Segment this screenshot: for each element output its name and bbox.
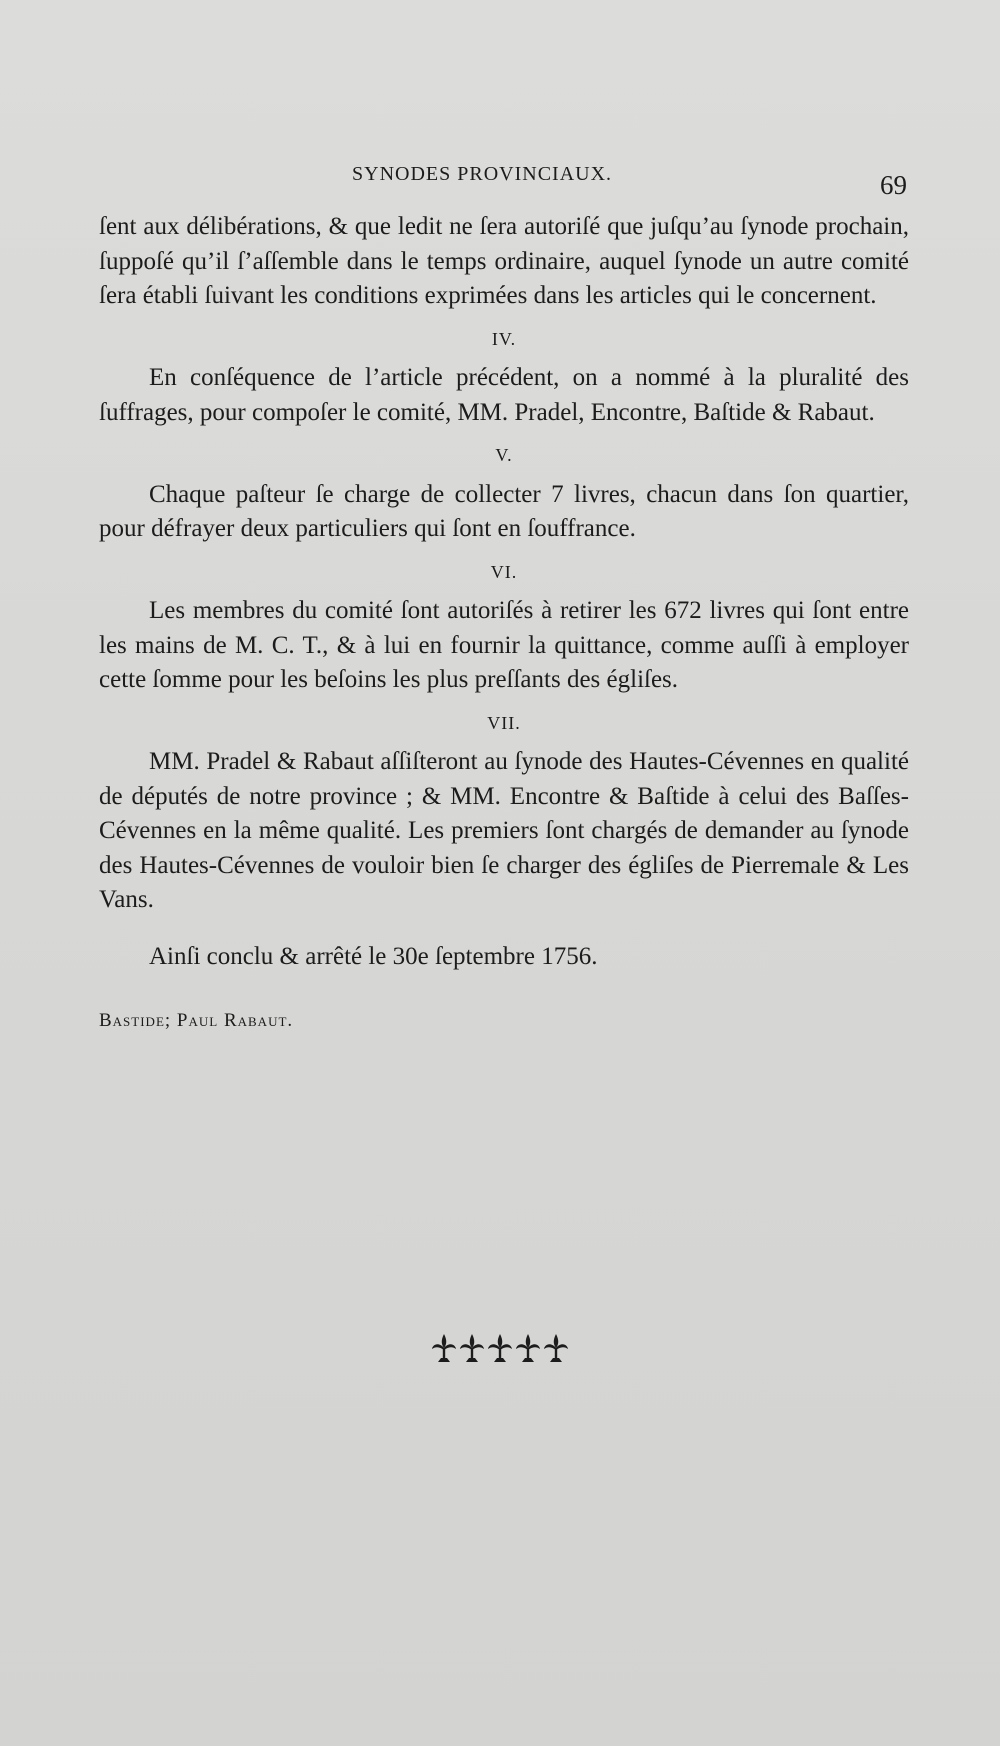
article-number-vii: VII.	[487, 712, 521, 733]
signature: Bastide; Paul Rabaut.	[99, 1010, 294, 1031]
fleuron-unit	[544, 1334, 568, 1362]
page-number: 69	[880, 170, 907, 200]
fleuron-svg	[430, 1330, 570, 1366]
article-vii-text: MM. Pradel & Rabaut aſſiſteront au ſynode des Hautes-Cévennes en qualité de députés de notre province ; & MM. Encontre & Baſtide à celui des Baſſes-Cévennes en la même qualité. Les premiers ſont chargés de demander au ſynode des Hautes-Cévennes de vouloir bien ſe charger des égliſes de Pierremale & Les Vans.	[99, 748, 909, 913]
article-v-text: Chaque paſteur ſe charge de collecter 7 livres, chacun dans ſon quartier, pour défrayer deux particuliers qui ſont en ſouffrance.	[99, 480, 909, 542]
article-number-v: V.	[495, 445, 513, 465]
conclusion-paragraph: Ainſi conclu & arrêté le 30e ſeptembre 1756.	[149, 942, 598, 970]
fleuron-unit	[516, 1334, 540, 1362]
article-iv-text: En conſéquence de l’article précédent, on a nommé à la pluralité des ſuffrages, pour compoſer le comité, MM. Pradel, Encontre, Baſtide & Rabaut.	[99, 364, 909, 426]
article-number-vi: VI.	[490, 561, 518, 582]
fleuron-ornament-icon	[430, 1330, 570, 1371]
fleuron-unit	[488, 1334, 512, 1362]
continuation-paragraph: ſent aux délibérations, & que ledit ne ſera autoriſé que juſqu’au ſynode prochain, ſuppoſé qu’il ſ’aſſemble dans le temps ordinaire, auquel ſynode un autre comité ſera établi ſuivant les conditions exprimées dans les articles qui le concernent.	[99, 213, 909, 309]
fleuron-unit	[460, 1334, 484, 1362]
article-number-iv: IV.	[491, 328, 517, 349]
page-text	[99, 210, 909, 1039]
article-vi-text: Les membres du comité ſont autoriſés à retirer les 672 livres qui ſont entre les mains de M. C. T., & à lui en fournir la quittance, comme auſſi à employer cette ſomme pour les beſoins les plus preſſants des égliſes.	[99, 597, 909, 693]
fleuron-unit	[432, 1334, 456, 1362]
running-title: SYNODES PROVINCIAUX.	[352, 163, 613, 185]
